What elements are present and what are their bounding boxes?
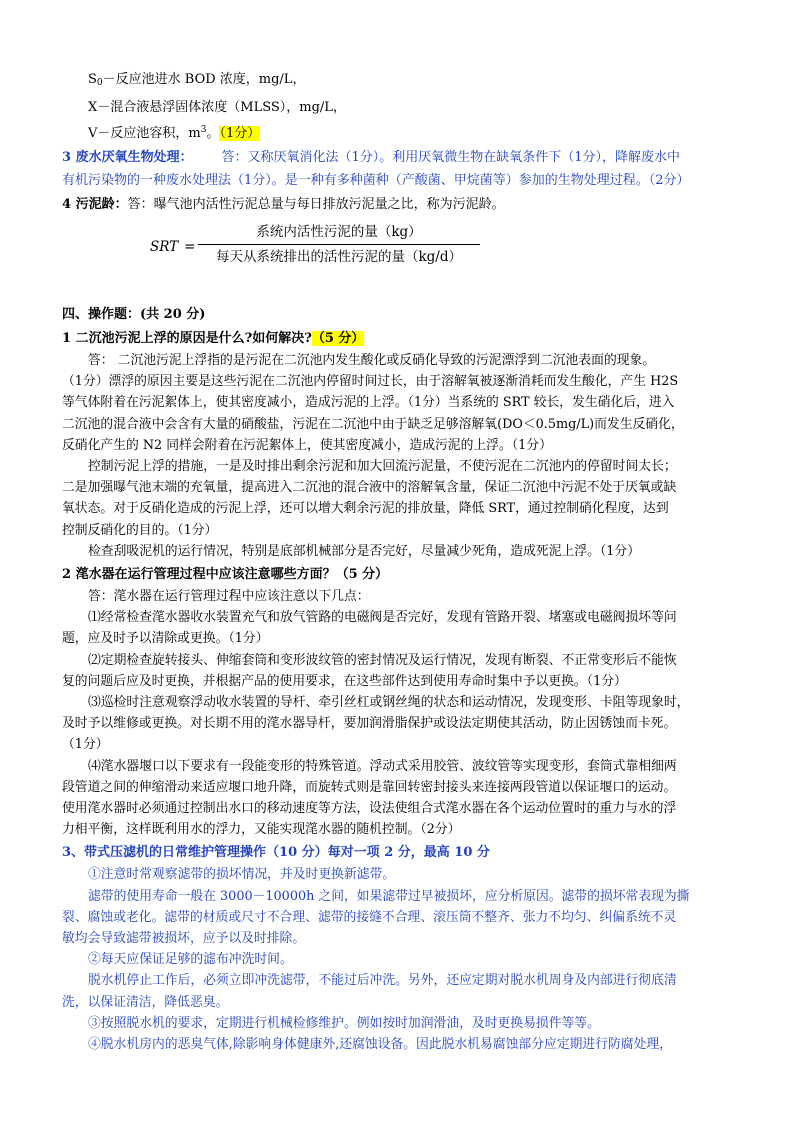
op1-paragraph-1 [62, 350, 734, 456]
definition-v [62, 119, 734, 146]
v-superscript: 3 [200, 125, 207, 135]
op2-item-3 [62, 692, 734, 756]
q3-line-1 [62, 146, 734, 170]
op1-title-line [62, 328, 734, 350]
op1-p1-line: 等气体附着在污泥絮体上，使其密度减小，造成污泥的上浮。（1分）当系统的 SRT 较长，发生硝化后，进入 [62, 395, 675, 411]
q3-answer-start: 答：又称厌氧消化法（1分）。利用厌氧微生物在缺氧条件下（1分），降解废水中 [221, 149, 681, 165]
s0-text: －反应池进水 BOD 浓度，mg/L， [102, 72, 306, 87]
v-score-highlight: （1分） [219, 126, 261, 141]
op2-item-line: ⑷滗水器堰口以下要求有一段能变形的特殊管道。浮动式采用胶管、波纹管等实现变形，套筒式靠相细两 [88, 758, 677, 774]
op3-block-line: 滤带的使用寿命一般在 3000－10000h 之间，如果滤带过早被损坏，应分析原因。滤带的损坏常表现为撕 [88, 888, 690, 904]
op3-title: 3、带式压滤机的日常维护管理操作（10 分）每对一项 2 分，最高 10 分 [62, 845, 490, 861]
op1-title: 1 二沉池污泥上浮的原因是什么?如何解决? [62, 331, 312, 346]
q4-title: 4 污泥龄： [62, 196, 128, 212]
op3-block-head: ③按照脱水机的要求，定期进行机械检修维护。例如按时加润滑油，及时更换易损件等等。 [88, 1015, 600, 1031]
formula-denominator: 每天从系统排出的活性污泥的量（kg/d） [215, 249, 462, 265]
op2-item-line: 复的问题后应及时更换，并根据产品的使用要求，在这些部件达到使用寿命时集中予以更换。（1分） [62, 673, 627, 689]
op1-p1-line: 二沉池的混合液中会含有大量的硝酸盐，污泥在二沉池中由于缺乏足够溶解氧(DO＜0.5mg/L)而发生反硝化， [62, 416, 684, 432]
op3-block-line: 敏均会导致滤带被损坏，应予以及时排除。 [62, 931, 306, 947]
op1-paragraph-3: 检查刮吸泥机的运行情况，特别是底部机械部分是否完好，尽量减少死角，造成死泥上浮。（1分） [88, 543, 641, 559]
formula-numerator: 系统内活性污泥的量（kg） [256, 224, 422, 240]
op1-p1-line: 反硝化产生的 N2 同样会附着在污泥絮体上，使其密度减小，造成污泥的上浮。（1分） [62, 437, 552, 453]
op1-p2-line: 控制污泥上浮的措施，一是及时排出剩余污泥和加大回流污泥量，不使污泥在二沉池内的停留时间太长； [88, 459, 677, 475]
op2-item-line: 及时予以维修或更换。对长期不用的滗水器导杆，要加润滑脂保护或设法定期使其活动，防止因锈蚀而卡死。 [62, 716, 677, 732]
op2-intro: 答：滗水器在运行管理过程中应该注意以下几点： [88, 589, 370, 605]
op3-block-4 [62, 1034, 734, 1055]
op3-block-line: 脱水机停止工作后，必须立即冲洗滤带，不能过后冲洗。另外，还应定期对脱水机周身及内部进行彻底清 [88, 973, 677, 989]
definition-x: X－混合液悬浮固体浓度（MLSS），mg/L， [88, 99, 346, 115]
op2-item-line: ⑶巡检时注意观察浮动收水装置的导杆、牵引丝杠或钢丝绳的状态和运动情况，发现变形、卡阻等现象时， [88, 695, 690, 711]
op1-p2-line: 控制反硝化的目的。（1分） [62, 522, 218, 538]
op3-block-head: ④脱水机房内的恶臭气体,除影响身体健康外,还腐蚀设备。因此脱水机易腐蚀部分应定期进行防腐处理， [88, 1037, 672, 1053]
q4-line [62, 193, 734, 217]
op2-item-2 [62, 650, 734, 692]
op3-block-head: ①注意时常观察滤带的损坏情况，并及时更换新滤带。 [88, 867, 396, 883]
op1-p2-line: 氧状态。对于反硝化造成的污泥上浮，还可以增大剩余污泥的排放量，降低 SRT，通过控制硝化程度，达到 [62, 501, 669, 517]
op1-p2-line: 二是加强曝气池末端的充氧量，提高进入二沉池的混合液中的溶解氧含量，保证二沉池中污泥不处于厌氧或缺 [62, 480, 677, 496]
op2-item-line: 力相平衡，这样既利用水的浮力，又能实现滗水器的随机控制。（2分） [62, 822, 461, 838]
op2-item-1 [62, 607, 734, 649]
op2-item-line: 题，应及时予以清除或更换。（1分） [62, 631, 269, 647]
q3-title: 3 废水厌氧生物处理： [62, 149, 193, 165]
q3-line-2: 有机污染物的一种废水处理法（1分）。是一种有多种菌种（产酸菌、甲烷菌等）参加的生物处理过程。（2分） [62, 173, 690, 188]
op2-item-4 [62, 756, 734, 841]
formula-fraction [198, 220, 480, 269]
v-end: 。 [206, 126, 220, 141]
srt-formula [62, 220, 734, 278]
op3-block-line: 裂、腐蚀或老化。滤带的材质或尺寸不合理、滤带的接缝不合理、滚压筒不整齐、张力不均匀、纠偏系统不灵 [62, 909, 677, 925]
op3-block-head: ②每天应保证足够的滤布冲洗时间。 [88, 952, 293, 968]
op2-item-line: （1分） [62, 737, 109, 753]
definition-s0 [62, 68, 734, 96]
document-page [62, 68, 734, 1055]
op1-p1-line: 答： 二沉池污泥上浮指的是污泥在二沉池内发生酸化或反硝化导致的污泥漂浮到二沉池表面的现象。 [88, 353, 656, 368]
op1-paragraph-2 [62, 456, 734, 541]
op2-item-line: ⑴经常检查滗水器收水装置充气和放气管路的电磁阀是否完好，发现有管路开裂、堵塞或电磁阀损坏等问 [88, 610, 677, 626]
op1-score-highlight: （5 分） [311, 331, 365, 346]
op3-block-line: 洗，以保证清洁，降低恶臭。 [62, 994, 229, 1010]
v-text: V－反应池容积，m [88, 126, 201, 141]
op2-item-line: 段管道之间的伸缩滑动来适应堰口地升降，而旋转式则是靠回转密封接头来连接两段管道以保证堰口的运动。 [62, 779, 677, 795]
op3-block-3 [62, 1013, 734, 1034]
s0-subscript: 0 [96, 78, 103, 88]
q4-answer: 答：曝气池内活性污泥总量与每日排放污泥量之比，称为污泥龄。 [127, 196, 505, 212]
op3-block-2 [62, 949, 734, 1013]
formula-lhs: SRT [150, 239, 179, 255]
s0-symbol: S [88, 72, 97, 87]
op2-item-line: 使用滗水器时必须通过控制出水口的移动速度等方法，设法使组合式滗水器在各个运动位置时的重力与水的浮 [62, 801, 677, 817]
section-4-title: 四、操作题：(共 20 分) [62, 307, 206, 322]
op1-p1-line: （1分）漂浮的原因主要是这些污泥在二沉池内停留时间过长，由于溶解氧被逐渐消耗而发生酸化，产生 H2S [62, 374, 679, 390]
op2-item-line: ⑵定期检查旋转接头、伸缩套筒和变形波纹管的密封情况及运行情况，发现有断裂、不正常变形后不能恢 [88, 652, 677, 668]
op3-block-1 [62, 864, 734, 949]
op2-title: 2 滗水器在运行管理过程中应该注意哪些方面？（5 分） [62, 567, 389, 583]
formula-equals: = [184, 239, 196, 255]
